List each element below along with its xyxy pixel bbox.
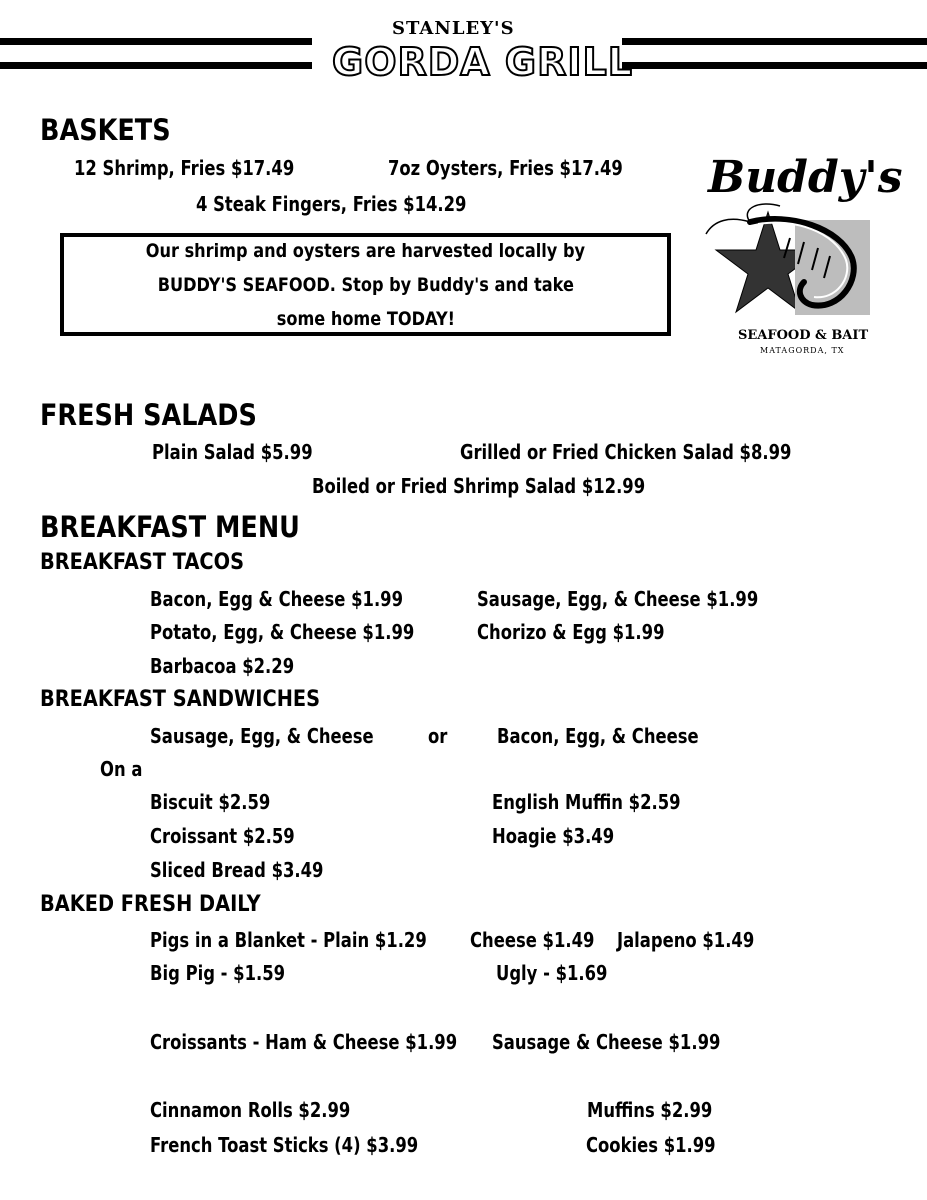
baked-item: Jalapeno $1.49 (617, 928, 755, 952)
header-rule-left-top (0, 38, 312, 45)
basket-item: 12 Shrimp, Fries $17.49 (74, 156, 295, 180)
notice-line: Our shrimp and oysters are harvested locally by (145, 239, 586, 262)
header-rule-left-bottom (0, 62, 312, 69)
baked-item: Sausage & Cheese $1.99 (492, 1030, 721, 1054)
baked-item: Muffins $2.99 (587, 1098, 713, 1122)
basket-item: 7oz Oysters, Fries $17.49 (388, 156, 623, 180)
tacos-heading: BREAKFAST TACOS (40, 550, 245, 575)
buddys-logo (700, 150, 903, 360)
baked-item: French Toast Sticks (4) $3.99 (150, 1133, 419, 1157)
local-seafood-notice (60, 233, 671, 336)
sandwich-option: Sausage, Egg, & Cheese (150, 724, 374, 748)
taco-item: Potato, Egg, & Cheese $1.99 (150, 620, 415, 644)
taco-item: Chorizo & Egg $1.99 (477, 620, 665, 644)
baked-item: Cookies $1.99 (586, 1133, 716, 1157)
baked-item: Big Pig - $1.59 (150, 961, 286, 985)
restaurant-subtitle: STANLEY'S (392, 18, 515, 39)
baked-item: Cinnamon Rolls $2.99 (150, 1098, 351, 1122)
bread-item: Hoagie $3.49 (492, 824, 615, 848)
sandwich-option: Bacon, Egg, & Cheese (497, 724, 699, 748)
taco-item: Sausage, Egg, & Cheese $1.99 (477, 587, 759, 611)
bread-item: English Muffin $2.59 (492, 790, 681, 814)
taco-item: Barbacoa $2.29 (150, 654, 295, 678)
logo-location: MATAGORDA, TX (760, 346, 845, 355)
header-rule-right-top (622, 38, 927, 45)
baskets-heading: BASKETS (40, 113, 171, 147)
notice-line: BUDDY'S SEAFOOD. Stop by Buddy's and take (157, 273, 574, 296)
salad-item: Grilled or Fried Chicken Salad $8.99 (460, 440, 792, 464)
basket-item: 4 Steak Fingers, Fries $14.29 (196, 192, 467, 216)
header-rule-right-bottom (622, 62, 927, 69)
breakfast-heading: BREAKFAST MENU (40, 510, 300, 544)
baked-item: Ugly - $1.69 (496, 961, 608, 985)
baked-item: Pigs in a Blanket - Plain $1.29 (150, 928, 427, 952)
sandwich-or: or (428, 724, 448, 748)
sandwiches-heading: BREAKFAST SANDWICHES (40, 687, 321, 712)
baked-item: Croissants - Ham & Cheese $1.99 (150, 1030, 458, 1054)
logo-tagline: SEAFOOD & BAIT (738, 328, 869, 343)
salads-heading: FRESH SALADS (40, 398, 257, 432)
baked-heading: BAKED FRESH DAILY (40, 892, 261, 917)
taco-item: Bacon, Egg & Cheese $1.99 (150, 587, 404, 611)
baked-item: Cheese $1.49 (470, 928, 595, 952)
salad-item: Plain Salad $5.99 (152, 440, 313, 464)
restaurant-title: GORDA GRILL (332, 40, 633, 84)
sandwich-on-a: On a (100, 757, 143, 781)
salad-item: Boiled or Fried Shrimp Salad $12.99 (312, 474, 646, 498)
notice-line: some home TODAY! (276, 307, 455, 330)
bread-item: Croissant $2.59 (150, 824, 295, 848)
bread-item: Sliced Bread $3.49 (150, 858, 324, 882)
bread-item: Biscuit $2.59 (150, 790, 271, 814)
logo-name: Buddy's (708, 152, 903, 203)
